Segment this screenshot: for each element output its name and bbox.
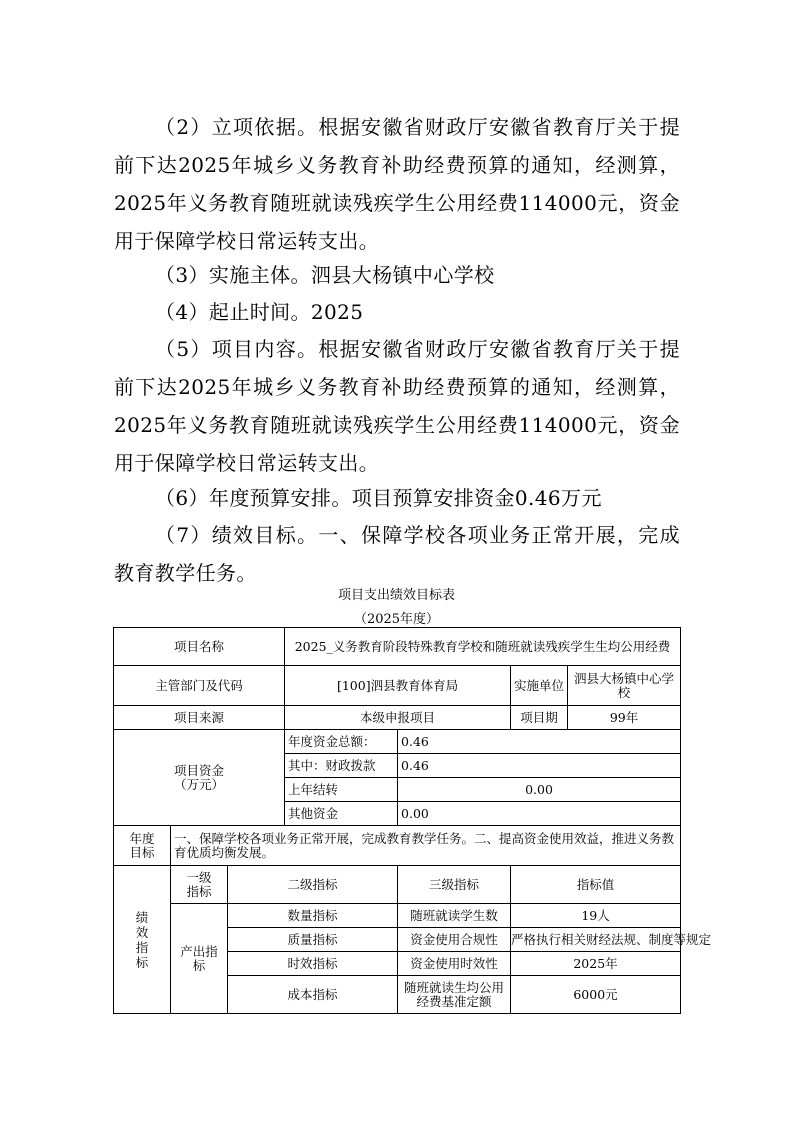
indicator-level2: 质量指标 xyxy=(228,928,398,952)
table-row xyxy=(114,866,681,904)
indicator-value: 严格执行相关财经法规、制度等规定 xyxy=(511,928,681,952)
indicator-level2: 成本指标 xyxy=(228,976,398,1014)
funds-label: 项目资金 （万元） xyxy=(114,730,285,826)
dept-value: [100]泗县教育体育局 xyxy=(285,666,511,706)
indicator-level3: 资金使用合规性 xyxy=(398,928,511,952)
indicator-value: 19人 xyxy=(511,904,681,928)
paragraph-entity xyxy=(114,256,680,294)
text-line: 2025年义务教育随班就读残疾学生公用经费114000元，资金 xyxy=(114,191,680,215)
text-line: （5）项目内容。根据安徽省财政厅安徽省教育厅关于提 xyxy=(155,337,680,361)
performance-target-table xyxy=(113,627,712,1014)
funds-row-value: 0.00 xyxy=(398,778,681,802)
text-line: 教育教学任务。 xyxy=(114,561,257,585)
paragraph-budget xyxy=(114,479,680,517)
text-line: （6）年度预算安排。项目预算安排资金0.46万元 xyxy=(155,486,602,510)
table-row xyxy=(114,826,681,866)
indicator-level3: 随班就读学生数 xyxy=(398,904,511,928)
funds-row-value: 0.46 xyxy=(398,754,681,778)
funds-row-label: 其他资金 xyxy=(285,802,398,826)
text-line: 用于保障学校日常运转支出。 xyxy=(114,229,380,253)
funds-row-value: 0.46 xyxy=(398,730,681,754)
text-line: （3）实施主体。泗县大杨镇中心学校 xyxy=(155,263,495,287)
project-name-label: 项目名称 xyxy=(114,628,285,666)
funds-row-label: 年度资金总额： xyxy=(285,730,398,754)
indicator-level2: 数量指标 xyxy=(228,904,398,928)
text-line: 前下达2025年城乡义务教育补助经费预算的通知，经测算， xyxy=(114,375,680,399)
dept-label: 主管部门及代码 xyxy=(114,666,285,706)
indicator-level2: 时效指标 xyxy=(228,952,398,976)
annual-goal-label: 年度 目标 xyxy=(114,826,171,866)
indicator-level3: 随班就读生均公用经费基准定额 xyxy=(398,976,511,1014)
text-line: 前下达2025年城乡义务教育补助经费预算的通知，经测算， xyxy=(114,153,680,177)
paragraph-content xyxy=(114,330,680,482)
text-line: （2）立项依据。根据安徽省财政厅安徽省教育厅关于提 xyxy=(155,115,680,139)
funds-row-label: 上年结转 xyxy=(285,778,398,802)
table-row xyxy=(114,730,681,754)
funds-row-value: 0.00 xyxy=(398,802,681,826)
table-row xyxy=(114,706,681,730)
source-value: 本级申报项目 xyxy=(285,706,511,730)
unit-label: 实施单位 xyxy=(511,666,568,706)
header-value: 指标值 xyxy=(511,866,681,904)
indicators-label xyxy=(114,866,171,1014)
indicator-value: 2025年 xyxy=(511,952,681,976)
unit-value: 泗县大杨镇中心学校 xyxy=(568,666,681,706)
paragraph-period xyxy=(114,293,680,331)
indicator-level3: 资金使用时效性 xyxy=(398,952,511,976)
text-line: （7）绩效目标。一、保障学校各项业务正常开展，完成 xyxy=(155,523,680,547)
paragraph-goal xyxy=(114,516,680,592)
header-level1: 一级 指标 xyxy=(171,866,228,904)
header-level2: 二级指标 xyxy=(228,866,398,904)
annual-goal-value: 一、保障学校各项业务正常开展，完成教育教学任务。二、提高资金使用效益，推进义务教育优质均衡发展。 xyxy=(171,826,681,866)
project-name-value: 2025_义务教育阶段特殊教育学校和随班就读残疾学生生均公用经费 xyxy=(285,628,681,666)
source-label: 项目来源 xyxy=(114,706,285,730)
indicator-value: 6000元 xyxy=(511,976,681,1014)
table-row xyxy=(114,904,681,928)
paragraph-basis xyxy=(114,108,680,260)
indicators-label-text: 绩 效 指 标 xyxy=(135,909,149,970)
period-label: 项目期 xyxy=(511,706,568,730)
table-title: 项目支出绩效目标表 xyxy=(337,588,455,603)
text-line: 2025年义务教育随班就读残疾学生公用经费114000元，资金 xyxy=(114,413,680,437)
output-indicator-label: 产出指 标 xyxy=(171,904,228,1014)
funds-row-label: 其中：财政拨款 xyxy=(285,754,398,778)
table-row xyxy=(114,628,681,666)
header-level3: 三级指标 xyxy=(398,866,511,904)
text-line: （4）起止时间。2025 xyxy=(155,300,364,324)
text-line: 用于保障学校日常运转支出。 xyxy=(114,451,380,475)
period-value: 99年 xyxy=(568,706,681,730)
table-subtitle: （2025年度） xyxy=(353,612,440,627)
table-row xyxy=(114,666,681,706)
